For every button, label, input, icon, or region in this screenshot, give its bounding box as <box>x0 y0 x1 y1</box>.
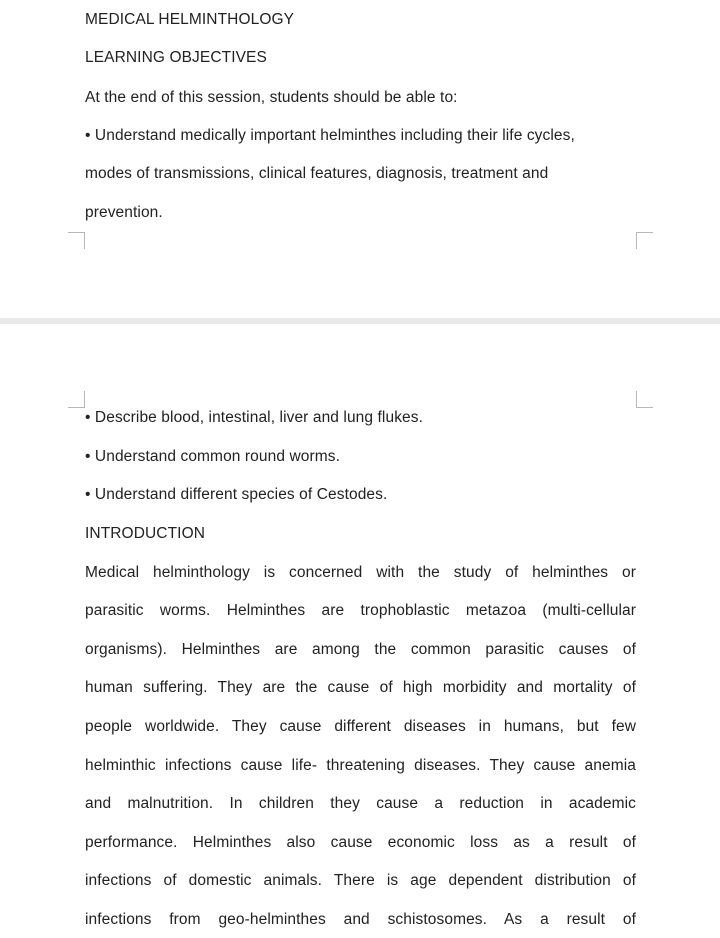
objectives-heading: LEARNING OBJECTIVES <box>85 49 267 66</box>
margin-corner-mark <box>636 232 653 249</box>
introduction-line: human suffering. They are the cause of high morbidity and mortality of <box>85 679 636 696</box>
objective-1-line-3: prevention. <box>85 204 163 221</box>
document-title: MEDICAL HELMINTHOLOGY <box>85 11 295 28</box>
introduction-line: infections of domestic animals. There is age dependent distribution of <box>85 872 636 889</box>
margin-corner-mark <box>636 391 653 408</box>
introduction-line: organisms). Helminthes are among the common parasitic causes of <box>85 641 636 658</box>
introduction-line: parasitic worms. Helminthes are trophoblastic metazoa (multi-cellular <box>85 602 636 619</box>
document-page-1 <box>0 0 720 318</box>
objective-2: • Describe blood, intestinal, liver and lung flukes. <box>85 409 424 426</box>
objectives-intro: At the end of this session, students should be able to: <box>85 89 458 106</box>
objective-1-line-2: modes of transmissions, clinical features, diagnosis, treatment and <box>85 165 549 182</box>
introduction-heading: INTRODUCTION <box>85 525 206 542</box>
objective-3: • Understand common round worms. <box>85 448 341 465</box>
introduction-line: Medical helminthology is concerned with the study of helminthes or <box>85 564 636 581</box>
objective-4: • Understand different species of Cestodes. <box>85 486 388 503</box>
margin-corner-mark <box>68 232 85 249</box>
introduction-line: helminthic infections cause life- threatening diseases. They cause anemia <box>85 757 636 774</box>
document-page-2 <box>0 324 720 938</box>
objective-1-line-1: • Understand medically important helminthes including their life cycles, <box>85 127 575 144</box>
introduction-line: performance. Helminthes also cause economic loss as a result of <box>85 834 636 851</box>
introduction-line: and malnutrition. In children they cause a reduction in academic <box>85 795 636 812</box>
introduction-line: people worldwide. They cause different diseases in humans, but few <box>85 718 636 735</box>
introduction-line: infections from geo-helminthes and schistosomes. As a result of <box>85 911 636 928</box>
margin-corner-mark <box>68 391 85 408</box>
